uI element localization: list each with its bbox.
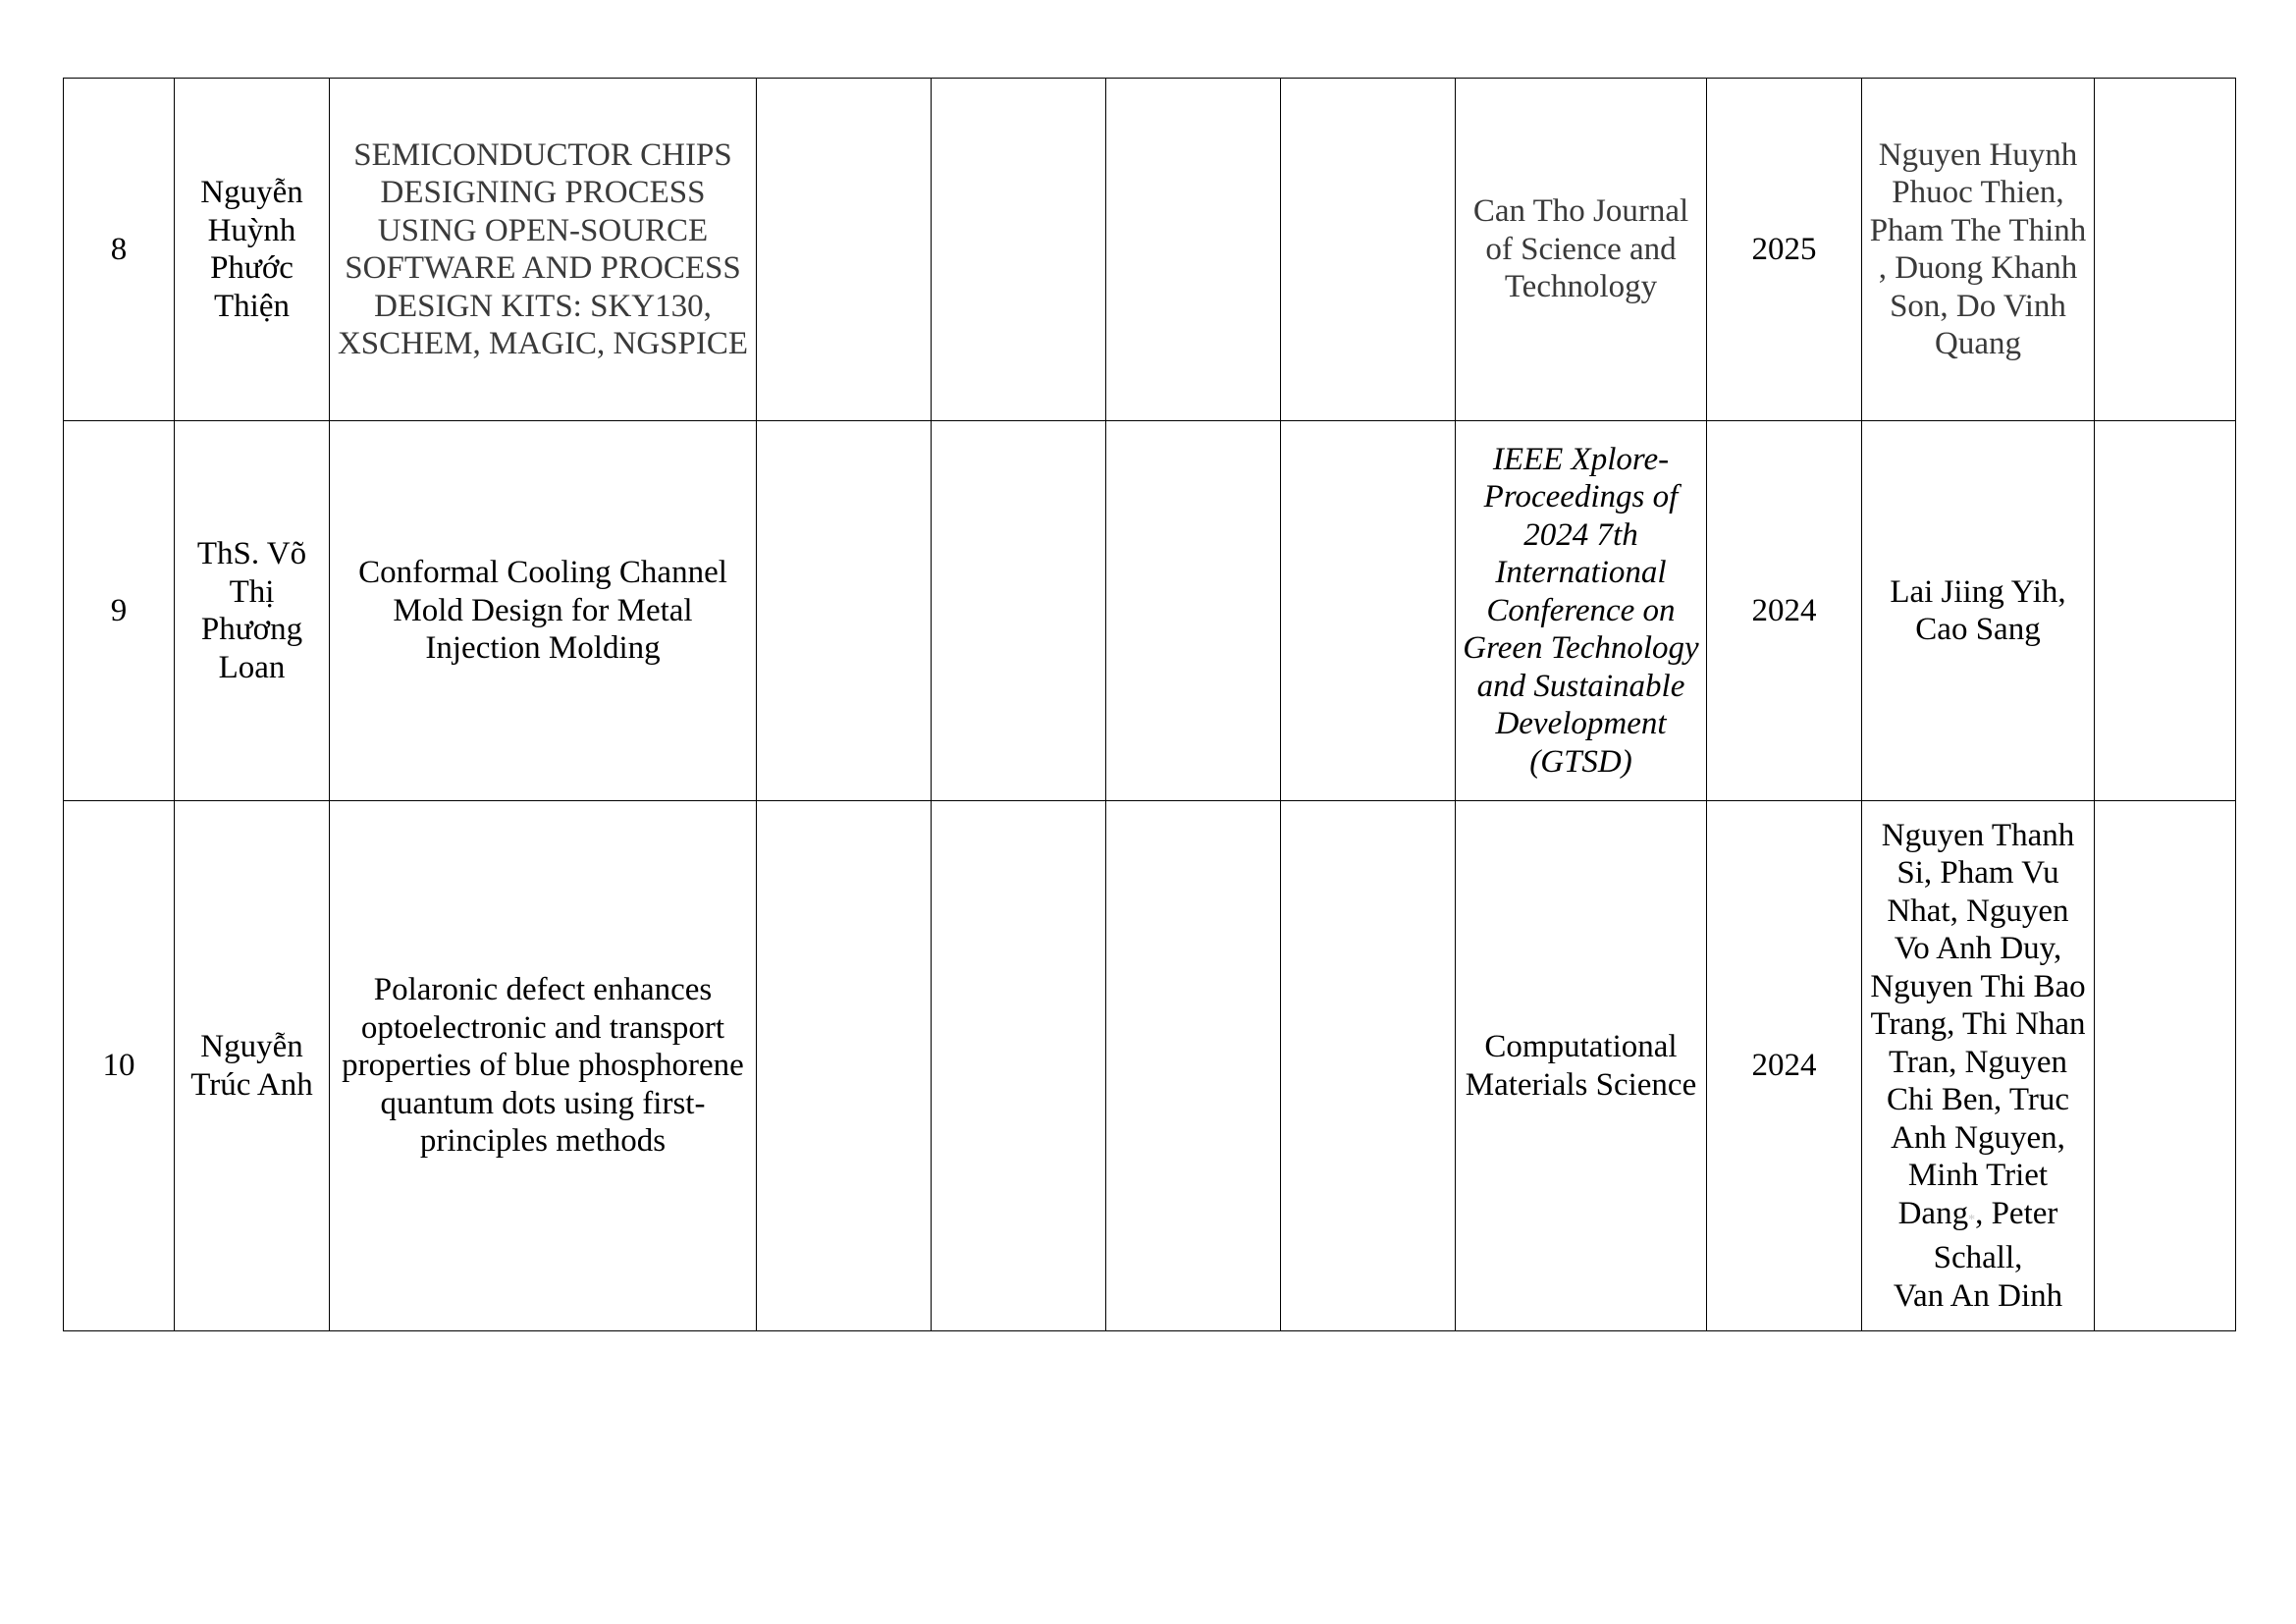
- empty-cell: [1106, 421, 1281, 801]
- empty-cell: [932, 421, 1106, 801]
- row-number: 9: [64, 421, 175, 801]
- empty-cell: [2095, 801, 2236, 1331]
- affiliation-mark: *: [1968, 1212, 1976, 1227]
- co-authors-part: Van An Dinh: [1893, 1277, 2063, 1314]
- publication-year: 2025: [1707, 79, 1862, 421]
- publication-year: 2024: [1707, 421, 1862, 801]
- author-name: Nguyễn Trúc Anh: [175, 801, 330, 1331]
- table-row: [64, 421, 2236, 801]
- empty-cell: [757, 79, 932, 421]
- row-number: 8: [64, 79, 175, 421]
- empty-cell: [1106, 79, 1281, 421]
- empty-cell: [757, 421, 932, 801]
- journal-name: Computational Materials Science: [1456, 801, 1707, 1331]
- empty-cell: [2095, 79, 2236, 421]
- co-authors-part: , Duong Khanh Son, Do Vinh Quang: [1878, 250, 2078, 361]
- empty-cell: [757, 801, 932, 1331]
- empty-cell: [2095, 421, 2236, 801]
- co-authors-part: Nguyen Huynh Phuoc Thien, Pham The Thinh: [1869, 136, 2087, 248]
- journal-name: Can Tho Journal of Science and Technology: [1456, 79, 1707, 421]
- row-number: 10: [64, 801, 175, 1331]
- publication-year: 2024: [1707, 801, 1862, 1331]
- author-name: ThS. Võ Thị Phương Loan: [175, 421, 330, 801]
- journal-name: IEEE Xplore-Proceedings of 2024 7th International Conference on Green Technology and Sustainable Development (GTSD): [1456, 421, 1707, 801]
- empty-cell: [1281, 79, 1456, 421]
- paper-title: SEMICONDUCTOR CHIPS DESIGNING PROCESS USING OPEN-SOURCE SOFTWARE AND PROCESS DESIGN KITS: SKY130, XSCHEM, MAGIC, NGSPICE: [330, 79, 757, 421]
- author-name: Nguyễn Huỳnh Phước Thiện: [175, 79, 330, 421]
- publication-table: [63, 78, 2236, 1331]
- paper-title: Conformal Cooling Channel Mold Design for Metal Injection Molding: [330, 421, 757, 801]
- empty-cell: [1106, 801, 1281, 1331]
- empty-cell: [932, 801, 1106, 1331]
- table-row: [64, 801, 2236, 1331]
- paper-title: Polaronic defect enhances optoelectronic and transport properties of blue phosphorene quantum dots using first-principles methods: [330, 801, 757, 1331]
- empty-cell: [932, 79, 1106, 421]
- co-authors: [1862, 801, 2095, 1331]
- co-authors-part: , Peter Schall,: [1933, 1195, 2058, 1276]
- empty-cell: [1281, 801, 1456, 1331]
- co-authors: [1862, 79, 2095, 421]
- empty-cell: [1281, 421, 1456, 801]
- co-authors: Lai Jiing Yih, Cao Sang: [1862, 421, 2095, 801]
- table-row: [64, 79, 2236, 421]
- co-authors-part: Nguyen Thanh Si, Pham Vu Nhat, Nguyen Vo Anh Duy, Nguyen Thi Bao Trang, Thi Nhan Tran, Nguyen Chi Ben, Truc Anh Nguyen, Minh Triet Dang: [1870, 817, 2086, 1231]
